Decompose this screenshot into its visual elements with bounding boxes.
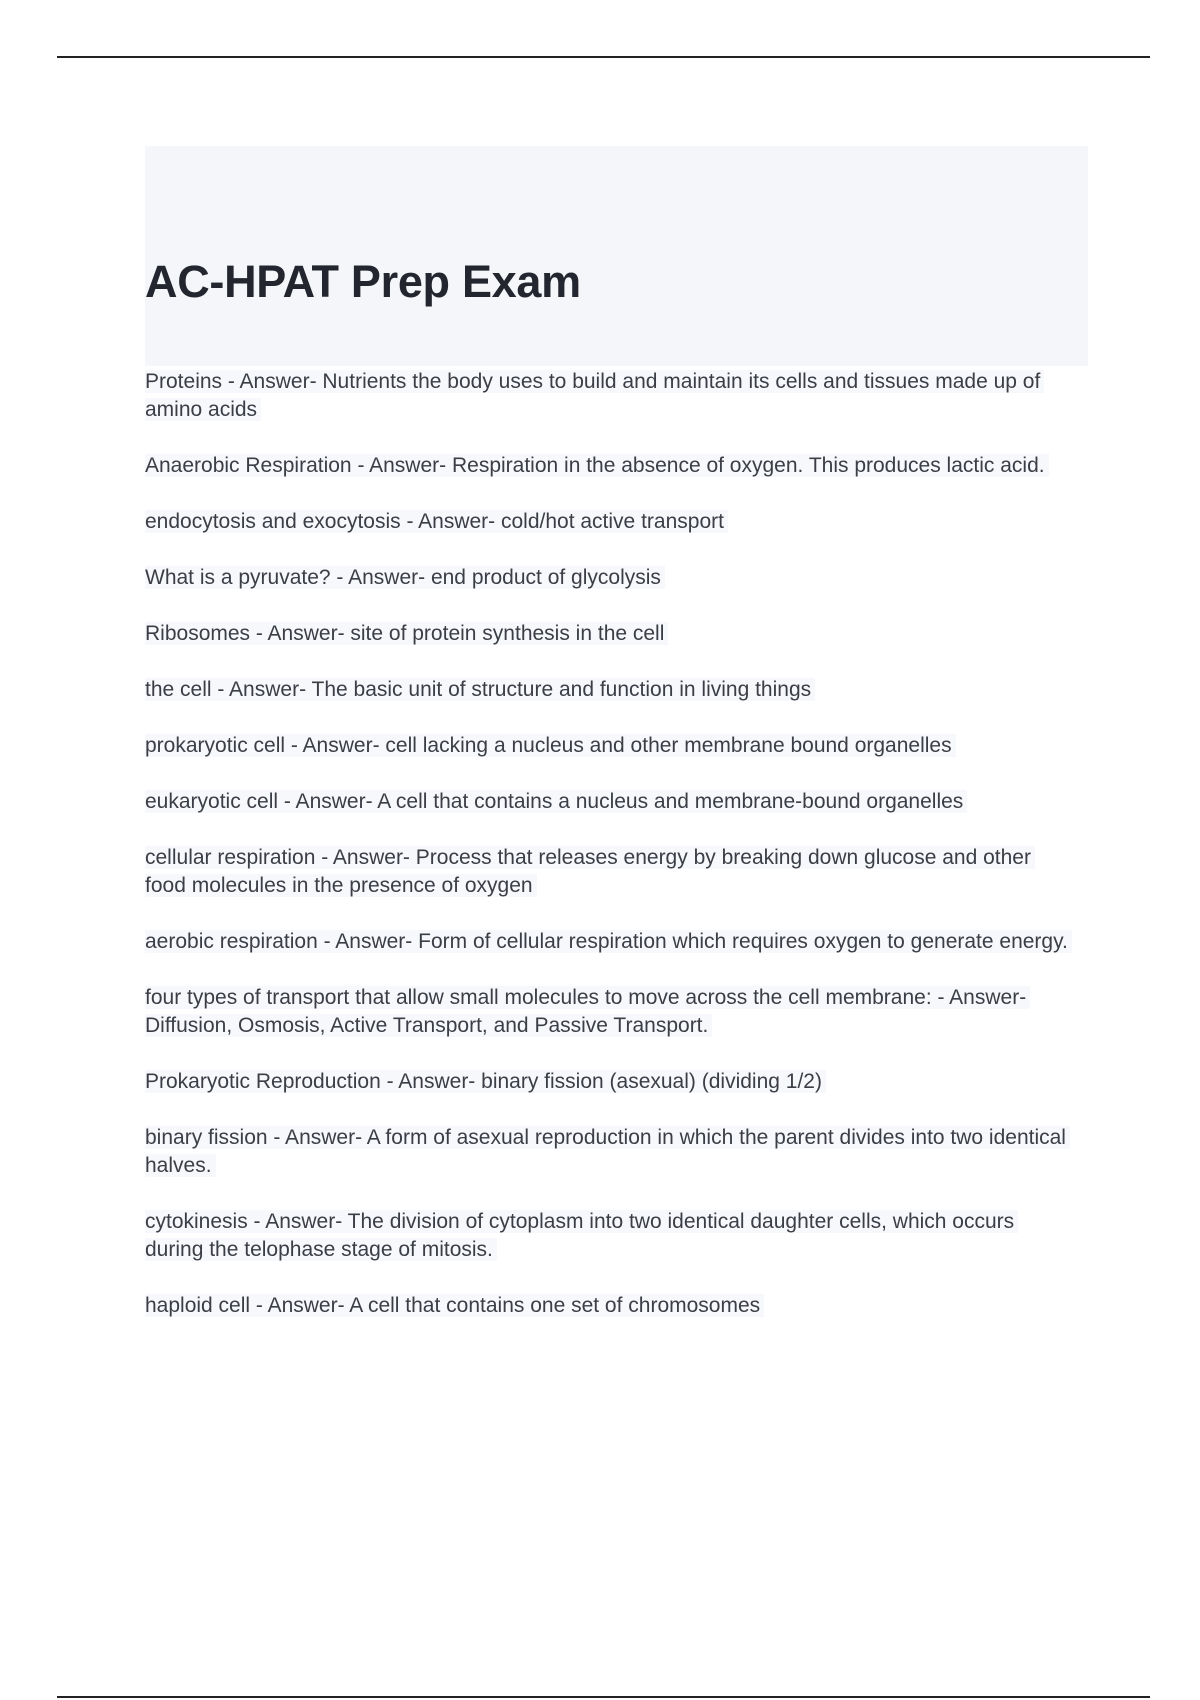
qa-item [145, 508, 1075, 536]
qa-item [145, 452, 1075, 480]
top-rule [57, 56, 1150, 58]
qa-item [145, 620, 1075, 648]
qa-item-text: Ribosomes - Answer- site of protein synthesis in the cell [145, 622, 668, 645]
qa-item [145, 564, 1075, 592]
qa-item-text: Anaerobic Respiration - Answer- Respiration in the absence of oxygen. This produces lactic acid. [145, 454, 1049, 477]
qa-list [145, 368, 1075, 1348]
qa-item [145, 1124, 1075, 1180]
qa-item-text: cytokinesis - Answer- The division of cytoplasm into two identical daughter cells, which occurs during the telophase stage of mitosis. [145, 1210, 1018, 1261]
qa-item [145, 928, 1075, 956]
qa-item-text: binary fission - Answer- A form of asexual reproduction in which the parent divides into two identical halves. [145, 1126, 1070, 1177]
qa-item-text: prokaryotic cell - Answer- cell lacking a nucleus and other membrane bound organelles [145, 734, 956, 757]
qa-item [145, 984, 1075, 1040]
qa-item [145, 676, 1075, 704]
qa-item [145, 732, 1075, 760]
qa-item-text: the cell - Answer- The basic unit of structure and function in living things [145, 678, 815, 701]
qa-item-text: What is a pyruvate? - Answer- end product of glycolysis [145, 566, 665, 589]
page-title: AC-HPAT Prep Exam [145, 256, 581, 307]
qa-item-text: Proteins - Answer- Nutrients the body uses to build and maintain its cells and tissues made up of amino acids [145, 370, 1044, 421]
qa-item [145, 1292, 1075, 1320]
qa-item-text: aerobic respiration - Answer- Form of cellular respiration which requires oxygen to generate energy. [145, 930, 1072, 953]
qa-item-text: eukaryotic cell - Answer- A cell that contains a nucleus and membrane-bound organelles [145, 790, 967, 813]
qa-item-text: endocytosis and exocytosis - Answer- cold/hot active transport [145, 510, 728, 533]
title-block [145, 146, 1088, 366]
qa-item [145, 368, 1075, 424]
qa-item-text: four types of transport that allow small molecules to move across the cell membrane: - Answer- Diffusion, Osmosis, Active Transport, and Passive Transport. [145, 986, 1030, 1037]
qa-item [145, 1068, 1075, 1096]
qa-item [145, 788, 1075, 816]
qa-item [145, 1208, 1075, 1264]
qa-item-text: Prokaryotic Reproduction - Answer- binary fission (asexual) (dividing 1/2) [145, 1070, 826, 1093]
qa-item-text: cellular respiration - Answer- Process that releases energy by breaking down glucose and other food molecules in the presence of oxygen [145, 846, 1035, 897]
qa-item [145, 844, 1075, 900]
qa-item-text: haploid cell - Answer- A cell that contains one set of chromosomes [145, 1294, 764, 1317]
bottom-rule [57, 1696, 1150, 1698]
